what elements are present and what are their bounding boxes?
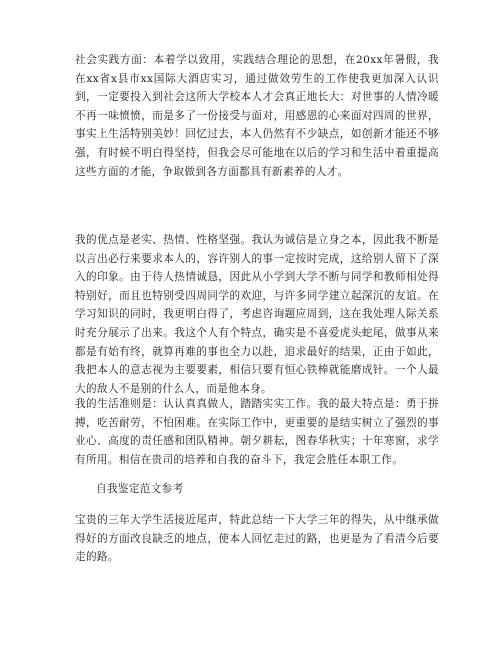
paragraph-strengths: 我的优点是老实、热情、性格坚强。我认为诚信是立身之本，因此我不断是以言出必行来要求本人的，容许别人的事一定按时完成，这给别人留下了深入的印象。由于待人热情诚恳，因此从小学到大学不断与同学和教师相处得特别好，而且也特别受四周同学的欢迎，与许多同学建立起深沉的友谊。在学习知识的同时，我更明白得了，考虑咨询题应周到，这在我处理人际关系时充分展示了出来。我这个人有个特点，确实是不喜爱虎头蛇尾，做事从来都是有始有终，就算再难的事也全力以赴，追求最好的结果，正由于如此，我把本人的意志视为主要要素，相信只要有恒心铁棒就能磨成针。一个人最大的敌人不是别的什么人，而是他本身。: [75, 234, 439, 395]
paragraph-life-principles: 我的生活准则是：认认真真做人，踏踏实实工作。我的最大特点是：勇于拼搏，吃苦耐劳，不怕困难。在实际工作中，更重要的是结实树立了强烈的事业心、高度的责任感和团队精神。朝夕耕耘，图春华秋实；十年寒窗，求学有所用。相信在贵司的培养和自我的奋斗下，我定会胜任本职工作。: [75, 398, 439, 466]
paragraph-social-practice: 社会实践方面：本着学以致用，实践结合理论的思想，在20xx年暑假，我在xx省x县市xx国际大酒店实习，通过做效劳生的工作使我更加深入认识到，一定要投入到社会这所大学校本人才会真正地长大：对世事的人情冷暖不再一味愤愤，而是多了一份接受与面对，用感恩的心来面对四周的世界，事实上生活特别美妙！回忆过去，本人仍然有不少缺点，如创新才能还不够强，有时候不明白得坚持，但我会尽可能地在以后的学习和生活中着重提高这些方面的才能，争取做到各方面都具有新素养的人才。: [75, 54, 439, 178]
section-heading: 自我鉴定范文参考: [96, 483, 184, 495]
paragraph-closing: 宝贵的三年大学生活接近尾声，特此总结一下大学三年的得失，从中继承做得好的方面改良缺乏的地点，使本人回忆走过的路，也更是为了看清今后要走的路。: [75, 514, 439, 564]
